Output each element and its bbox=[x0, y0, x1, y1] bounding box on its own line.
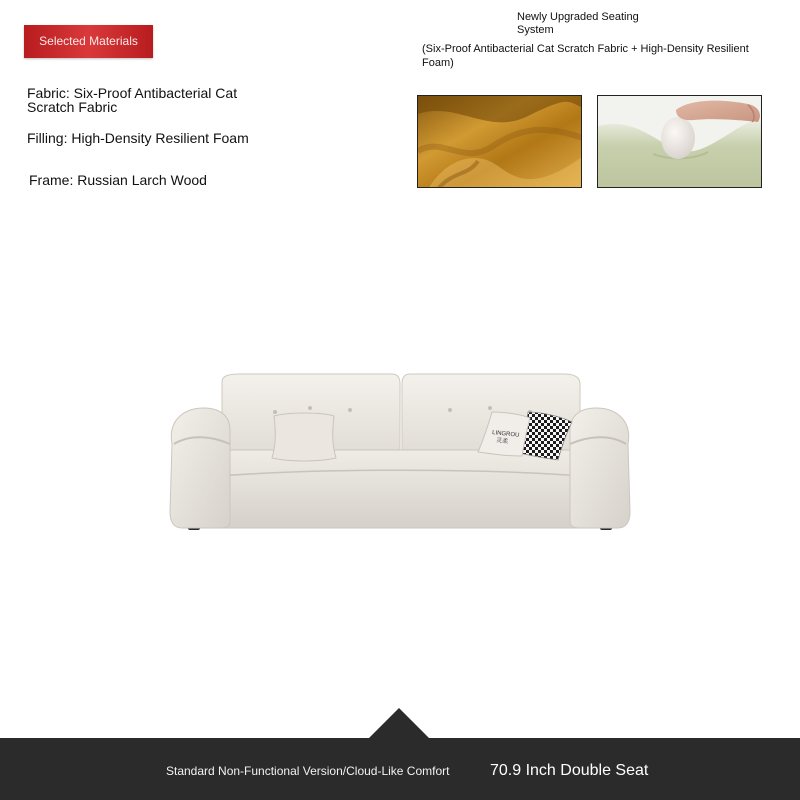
spec-frame: Frame: Russian Larch Wood bbox=[29, 172, 207, 188]
foam-swatch-image bbox=[597, 95, 762, 188]
foam-press-icon bbox=[598, 96, 762, 188]
fabric-swatch-icon bbox=[418, 96, 582, 188]
upgrade-title: Newly Upgraded Seating System bbox=[517, 11, 639, 36]
spec-fabric: Fabric: Six-Proof Antibacterial Cat Scratch Fabric bbox=[27, 85, 238, 115]
footer-version-label: Standard Non-Functional Version/Cloud-Like Comfort bbox=[166, 764, 450, 778]
pillow-brand-label: LINGROU bbox=[491, 430, 520, 439]
spec-filling: Filling: High-Density Resilient Foam bbox=[27, 130, 249, 146]
fabric-swatch-image bbox=[417, 95, 582, 188]
badge-label: Selected Materials bbox=[39, 34, 138, 48]
footer-size-label: 70.9 Inch Double Seat bbox=[490, 762, 649, 779]
sofa-icon bbox=[160, 372, 640, 537]
footer-bar bbox=[0, 738, 800, 800]
selected-materials-badge bbox=[24, 25, 153, 58]
sofa-product-image bbox=[160, 372, 640, 537]
pillow-brand-cn-label: 灵柔 bbox=[495, 438, 509, 446]
upgrade-subtitle: (Six-Proof Antibacterial Cat Scratch Fabric + High-Density Resilient Foam) bbox=[422, 43, 749, 69]
footer-pointer-arrow bbox=[368, 708, 430, 739]
